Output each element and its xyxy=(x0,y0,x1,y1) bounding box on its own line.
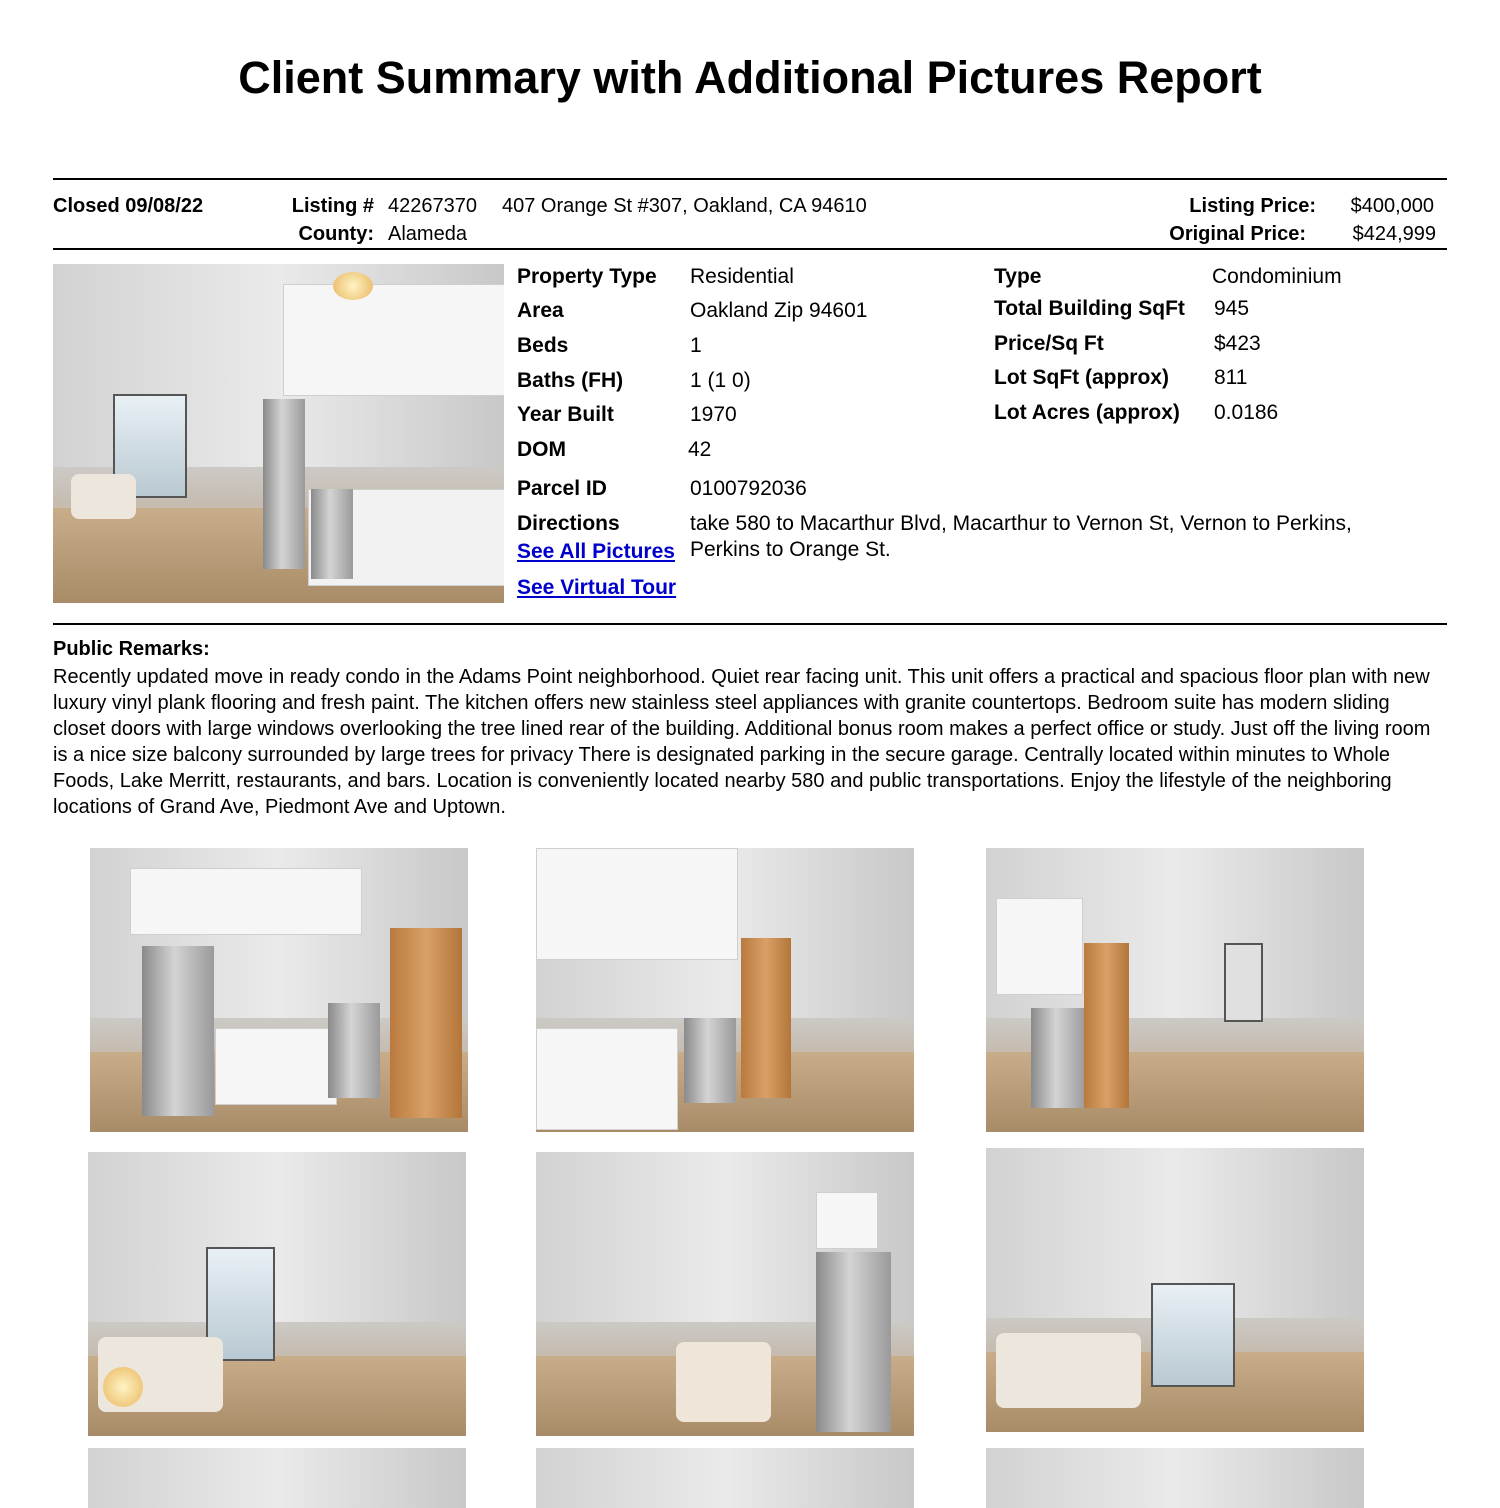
detail-label: Property Type xyxy=(517,265,657,288)
original-price: $424,999 xyxy=(1352,223,1436,245)
detail-value: 1 xyxy=(690,334,702,357)
listing-price: $400,000 xyxy=(1350,195,1434,217)
gallery-photo xyxy=(986,1448,1364,1508)
detail-label: Lot SqFt (approx) xyxy=(994,366,1169,389)
report-title: Client Summary with Additional Pictures Report xyxy=(238,52,1262,103)
divider xyxy=(53,248,1447,250)
gallery-photo xyxy=(536,1448,914,1508)
detail-label: Total Building SqFt xyxy=(994,297,1185,320)
detail-label: Baths (FH) xyxy=(517,369,624,392)
detail-value: $423 xyxy=(1214,332,1261,355)
detail-label: Price/Sq Ft xyxy=(994,332,1104,355)
detail-value: 1970 xyxy=(690,403,737,426)
listing-number-label: Listing # xyxy=(291,195,374,217)
detail-value: Residential xyxy=(690,265,794,288)
detail-value: 42 xyxy=(688,438,712,461)
gallery-photo xyxy=(986,1148,1364,1432)
detail-label: Type xyxy=(994,265,1042,288)
detail-value: 0.0186 xyxy=(1214,401,1279,424)
gallery-photo xyxy=(90,848,468,1132)
county-value: Alameda xyxy=(388,223,467,245)
detail-label: Lot Acres (approx) xyxy=(994,401,1180,424)
divider xyxy=(53,623,1447,625)
gallery-photo xyxy=(536,848,914,1132)
listing-number: 42267370 xyxy=(388,195,477,217)
divider xyxy=(53,178,1447,180)
detail-value: 945 xyxy=(1214,297,1250,320)
remarks-label: Public Remarks: xyxy=(53,638,210,660)
gallery-photo xyxy=(986,848,1364,1132)
original-price-label: Original Price: xyxy=(1169,223,1306,245)
gallery-photo xyxy=(536,1152,914,1436)
gallery-photo xyxy=(88,1152,466,1436)
property-address: 407 Orange St #307, Oakland, CA 94610 xyxy=(502,195,867,217)
detail-value: Oakland Zip 94601 xyxy=(690,299,868,322)
detail-value: 0100792036 xyxy=(690,477,807,500)
detail-value: 811 xyxy=(1214,366,1248,389)
county-label: County: xyxy=(298,223,374,245)
listing-price-label: Listing Price: xyxy=(1189,195,1316,217)
directions-line: take 580 to Macarthur Blvd, Macarthur to Vernon St, Vernon to Perkins, xyxy=(690,512,1352,535)
detail-label: Parcel ID xyxy=(517,477,607,500)
main-photo xyxy=(53,264,504,603)
see-virtual-tour-link[interactable]: See Virtual Tour xyxy=(517,576,677,599)
directions-line: Perkins to Orange St. xyxy=(690,538,891,561)
detail-label: Year Built xyxy=(517,403,614,426)
detail-label: Beds xyxy=(517,334,569,357)
remarks-text: Recently updated move in ready condo in the Adams Point neighborhood. Quiet rear facing unit. This unit offers a practical and spacious floor plan with new luxury vinyl plank flooring and fresh paint. The kitchen offers new stainless steel appliances with granite countertops. Bedroom suite has modern sliding closet doors with large windows overlooking the tree lined rear of the building. Additional bonus room makes a perfect office or study. Just off the living room is a nice size balcony surrounded by large trees for privacy There is designated parking in the secure garage. Centrally located within minutes to Whole Foods, Lake Merritt, restaurants, and bars. Location is conveniently located nearby 580 and public transportations. Enjoy the lifestyle of the neighboring locations of Grand Ave, Piedmont Ave and Uptown. xyxy=(53,666,1431,818)
status-badge: Closed 09/08/22 xyxy=(53,195,204,217)
detail-value: Condominium xyxy=(1212,265,1342,288)
detail-label: Area xyxy=(517,299,564,322)
see-all-pictures-link[interactable]: See All Pictures xyxy=(517,540,675,563)
detail-label: DOM xyxy=(517,438,566,461)
gallery-photo xyxy=(88,1448,466,1508)
detail-value: 1 (1 0) xyxy=(690,369,751,392)
directions-label: Directions xyxy=(517,512,620,535)
